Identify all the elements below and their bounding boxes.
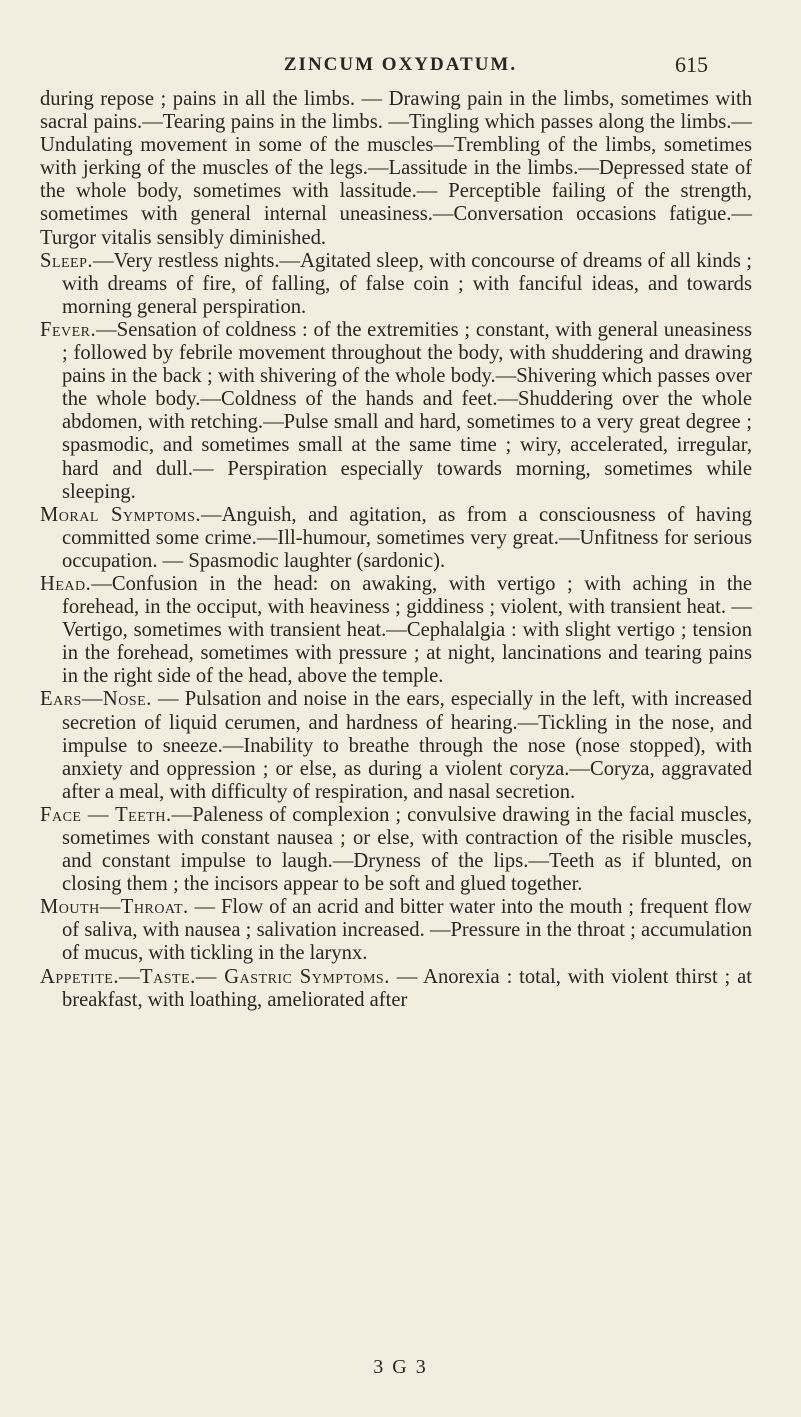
section-text: — Flow of an acrid and bitter water into the mouth ; frequent flow of saliva, with nausea ; salivation increased. —Pressure in the throat ; accumulation of mucus, with tickling in the larynx.: [62, 896, 752, 965]
section-appetite: [40, 966, 752, 1012]
page-body: [40, 88, 752, 1012]
section-sleep: [40, 250, 752, 319]
signature-mark: 3 G 3: [373, 1356, 428, 1378]
section-text: — Anorexia : total, with violent thirst ; at breakfast, with loathing, ameliorated after: [62, 965, 752, 1011]
section-mouth-throat: [40, 896, 752, 965]
section-text: —Paleness of complexion ; convulsive drawing in the facial muscles, sometimes with constant nausea ; or else, with contraction of the risible muscles, and constant impulse to laugh.—Dryness of the lips.—Teeth as if blunted, on closing them ; the incisors appear to be soft and glued together.: [62, 803, 753, 896]
section-fever: [40, 319, 752, 504]
section-heading: Face — Teeth.: [40, 803, 172, 826]
section-text: —Sensation of coldness : of the extremities ; constant, with general uneasiness ; followed by febrile movement throughout the body, with shuddering and drawing pains in the back ; with shivering of the whole body.—Shivering which passes over the whole body.—Coldness of the hands and feet.—Shuddering over the whole abdomen, with retching.—Pulse small and hard, sometimes to a very great degree ; spasmodic, and sometimes small at the same time ; wiry, accelerated, irregular, hard and dull.— Perspiration especially towards morning, sometimes while sleeping.: [62, 318, 752, 503]
running-title: ZINCUM OXYDATUM.: [283, 54, 518, 75]
section-heading: Appetite.—Taste.— Gastric Symptoms.: [40, 965, 390, 988]
section-text: —Very restless nights.—Agitated sleep, with concourse of dreams of all kinds ; with dreams of fire, of falling, of false coin ; with fanciful ideas, and towards morning general perspiration.: [62, 249, 752, 318]
page-number: 615: [675, 52, 708, 77]
section-heading: Mouth—Throat.: [40, 896, 189, 919]
section-ears-nose: [40, 688, 752, 803]
section-heading: Ears—Nose.: [40, 688, 152, 711]
section-heading: Moral Symptoms.: [40, 503, 202, 526]
section-moral-symptoms: [40, 504, 752, 573]
paragraph-limbs: [40, 88, 752, 250]
section-face-teeth: [40, 804, 752, 896]
section-text: — Pulsation and noise in the ears, especially in the left, with increased secretion of liquid cerumen, and hardness of hearing.—Tickling in the nose, and impulse to sneeze.—Inability to breathe through the nose (nose stopped), with anxiety and oppression ; or else, as during a violent coryza.—Coryza, aggravated after a meal, with difficulty of respiration, and nasal secretion.: [62, 688, 752, 803]
section-heading: Fever.: [40, 318, 97, 341]
section-head: [40, 573, 752, 688]
section-text: —Confusion in the head: on awaking, with vertigo ; with aching in the forehead, in the occiput, with heaviness ; giddiness ; violent, with transient heat. — Vertigo, sometimes with transient heat.—Cephalalgia : with slight vertigo ; tension in the forehead, sometimes with pressure ; at night, lancinations and tearing pains in the right side of the head, above the temple.: [62, 572, 752, 688]
section-text: —Anguish, and agitation, as from a consciousness of having committed some crime.—Ill-humour, sometimes very great.—Unfitness for serious occupation. — Spasmodic laughter (sardonic).: [62, 503, 752, 572]
section-heading: Head.: [40, 572, 92, 595]
running-header: [0, 52, 801, 82]
section-heading: Sleep.: [40, 249, 94, 272]
paragraph-text: during repose ; pains in all the limbs. — Drawing pain in the limbs, sometimes with sacral pains.—Tearing pains in the limbs. —Tingling which passes along the limbs.—Undulating movement in some of the muscles—Trembling of the limbs, sometimes with jerking of the muscles of the legs.—Lassitude in the limbs.—Depressed state of the whole body, sometimes with lassitude.— Perceptible failing of the strength, sometimes with general internal uneasiness.—Conversation occasions fatigue.—Turgor vitalis sensibly diminished.: [40, 88, 752, 249]
